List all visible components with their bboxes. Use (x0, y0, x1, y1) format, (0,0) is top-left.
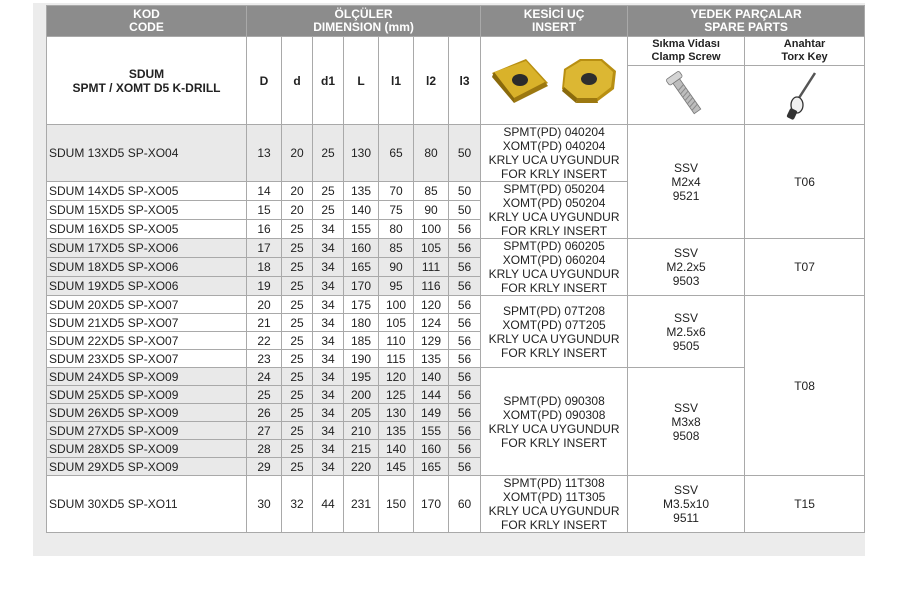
cell-L: 130 (344, 125, 379, 182)
insert-header: KESİCİ UÇ INSERT (481, 6, 628, 37)
cell-d: 25 (282, 258, 313, 277)
table-row: SDUM 28XD5 SP-XO09 (47, 440, 247, 458)
cell-d: 25 (282, 332, 313, 350)
table-row: SDUM 17XD5 SP-XO06 (47, 239, 247, 258)
cell-L: 140 (344, 201, 379, 220)
dim-header-l3: l3 (449, 37, 481, 125)
product-name: SDUM SPMT / XOMT D5 K-DRILL (47, 37, 247, 125)
cell-D: 17 (247, 239, 282, 258)
cell-l1: 95 (379, 277, 414, 296)
cell-L: 165 (344, 258, 379, 277)
cell-l2: 144 (414, 386, 449, 404)
cell-L: 200 (344, 386, 379, 404)
table-row: SDUM 29XD5 SP-XO09 (47, 458, 247, 476)
cell-d1: 34 (313, 386, 344, 404)
cell-l1: 130 (379, 404, 414, 422)
code-header: KOD CODE (47, 6, 247, 37)
cell-l2: 149 (414, 404, 449, 422)
cell-l2: 116 (414, 277, 449, 296)
dim-header-l2: l2 (414, 37, 449, 125)
cell-D: 15 (247, 201, 282, 220)
cell-l3: 50 (449, 201, 481, 220)
cell-d1: 34 (313, 422, 344, 440)
cell-d: 25 (282, 239, 313, 258)
dim-header-l1: l1 (379, 37, 414, 125)
cell-L: 215 (344, 440, 379, 458)
cell-l3: 56 (449, 277, 481, 296)
table-row: SDUM 18XD5 SP-XO06 (47, 258, 247, 277)
table-row: SDUM 22XD5 SP-XO07 (47, 332, 247, 350)
screw-cell: SSV M2x4 9521 (628, 125, 745, 239)
key-cell: T08 (745, 296, 865, 476)
cell-d1: 25 (313, 182, 344, 201)
cell-D: 26 (247, 404, 282, 422)
cell-l2: 140 (414, 368, 449, 386)
cell-d: 25 (282, 296, 313, 314)
cell-L: 220 (344, 458, 379, 476)
cell-l1: 145 (379, 458, 414, 476)
cell-l3: 56 (449, 422, 481, 440)
cell-l2: 170 (414, 476, 449, 533)
cell-l2: 105 (414, 239, 449, 258)
key-cell: T15 (745, 476, 865, 533)
cell-D: 29 (247, 458, 282, 476)
screw-cell: SSV M3x8 9508 (628, 368, 745, 476)
cell-l1: 150 (379, 476, 414, 533)
insert-cell: SPMT(PD) 090308 XOMT(PD) 090308 KRLY UCA UYGUNDUR FOR KRLY INSERT (481, 368, 628, 476)
table-row: SDUM 15XD5 SP-XO05 (47, 201, 247, 220)
cell-d: 32 (282, 476, 313, 533)
cell-l2: 160 (414, 440, 449, 458)
cell-l1: 70 (379, 182, 414, 201)
cell-d: 25 (282, 404, 313, 422)
cell-l2: 100 (414, 220, 449, 239)
cell-l1: 80 (379, 220, 414, 239)
cell-l2: 90 (414, 201, 449, 220)
cell-l2: 85 (414, 182, 449, 201)
cell-d: 20 (282, 201, 313, 220)
cell-l3: 56 (449, 386, 481, 404)
cell-l3: 50 (449, 125, 481, 182)
cell-D: 16 (247, 220, 282, 239)
cell-L: 195 (344, 368, 379, 386)
cell-D: 30 (247, 476, 282, 533)
cell-l3: 56 (449, 440, 481, 458)
table-row: SDUM 13XD5 SP-XO04 (47, 125, 247, 182)
cell-l1: 125 (379, 386, 414, 404)
cell-l1: 90 (379, 258, 414, 277)
cell-d: 25 (282, 386, 313, 404)
cell-d1: 34 (313, 404, 344, 422)
octagonal-insert-icon (562, 59, 616, 103)
screw-image (628, 66, 745, 125)
dim-header-D: D (247, 37, 282, 125)
insert-cell: SPMT(PD) 050204 XOMT(PD) 050204 KRLY UCA UYGUNDUR FOR KRLY INSERT (481, 182, 628, 239)
cell-l1: 110 (379, 332, 414, 350)
screw-cell: SSV M2.2x5 9503 (628, 239, 745, 296)
table-row: SDUM 27XD5 SP-XO09 (47, 422, 247, 440)
cell-d1: 34 (313, 440, 344, 458)
cell-d: 25 (282, 368, 313, 386)
cell-l3: 60 (449, 476, 481, 533)
torx-screw-icon (656, 67, 716, 123)
cell-D: 25 (247, 386, 282, 404)
insert-cell: SPMT(PD) 11T308 XOMT(PD) 11T305 KRLY UCA UYGUNDUR FOR KRLY INSERT (481, 476, 628, 533)
cell-d1: 34 (313, 350, 344, 368)
cell-l2: 135 (414, 350, 449, 368)
table-row: SDUM 25XD5 SP-XO09 (47, 386, 247, 404)
cell-d1: 34 (313, 239, 344, 258)
cell-d1: 34 (313, 458, 344, 476)
cell-L: 175 (344, 296, 379, 314)
cell-d1: 34 (313, 314, 344, 332)
cell-l3: 56 (449, 458, 481, 476)
cell-l1: 75 (379, 201, 414, 220)
insert-cell: SPMT(PD) 040204 XOMT(PD) 040204 KRLY UCA UYGUNDUR FOR KRLY INSERT (481, 125, 628, 182)
table-row: SDUM 26XD5 SP-XO09 (47, 404, 247, 422)
cell-D: 22 (247, 332, 282, 350)
insert-cell: SPMT(PD) 060205 XOMT(PD) 060204 KRLY UCA UYGUNDUR FOR KRLY INSERT (481, 239, 628, 296)
cell-d1: 25 (313, 201, 344, 220)
cell-D: 19 (247, 277, 282, 296)
cell-d1: 34 (313, 296, 344, 314)
cell-l3: 56 (449, 296, 481, 314)
cell-d: 25 (282, 458, 313, 476)
torx-key-icon (775, 67, 835, 123)
cell-D: 27 (247, 422, 282, 440)
cell-L: 155 (344, 220, 379, 239)
cell-d: 20 (282, 182, 313, 201)
cell-l3: 56 (449, 368, 481, 386)
cell-d1: 34 (313, 220, 344, 239)
cell-l1: 100 (379, 296, 414, 314)
cell-L: 231 (344, 476, 379, 533)
cell-D: 21 (247, 314, 282, 332)
cell-l1: 105 (379, 314, 414, 332)
dim-header-L: L (344, 37, 379, 125)
cell-l1: 115 (379, 350, 414, 368)
cell-d: 25 (282, 440, 313, 458)
cell-d: 25 (282, 350, 313, 368)
cell-d1: 34 (313, 277, 344, 296)
cell-L: 160 (344, 239, 379, 258)
table-row: SDUM 20XD5 SP-XO07 (47, 296, 247, 314)
cell-l1: 85 (379, 239, 414, 258)
cell-d: 20 (282, 125, 313, 182)
cell-L: 135 (344, 182, 379, 201)
cell-l2: 120 (414, 296, 449, 314)
table-row: SDUM 16XD5 SP-XO05 (47, 220, 247, 239)
cell-L: 170 (344, 277, 379, 296)
cell-l3: 56 (449, 350, 481, 368)
clamp-screw-header: Sıkma Vidası Clamp Screw (628, 37, 745, 66)
cell-l3: 56 (449, 258, 481, 277)
table-row: SDUM 23XD5 SP-XO07 (47, 350, 247, 368)
cell-D: 28 (247, 440, 282, 458)
screw-cell: SSV M2.5x6 9505 (628, 296, 745, 368)
cell-L: 210 (344, 422, 379, 440)
cell-d1: 44 (313, 476, 344, 533)
cell-l2: 155 (414, 422, 449, 440)
cell-l3: 56 (449, 332, 481, 350)
spare-parts-header: YEDEK PARÇALAR SPARE PARTS (628, 6, 865, 37)
screw-cell: SSV M3.5x10 9511 (628, 476, 745, 533)
table-row: SDUM 30XD5 SP-XO11 (47, 476, 247, 533)
cell-L: 185 (344, 332, 379, 350)
cell-l1: 135 (379, 422, 414, 440)
cell-l3: 56 (449, 239, 481, 258)
cell-d1: 34 (313, 368, 344, 386)
drill-spec-table (46, 5, 865, 533)
cell-D: 18 (247, 258, 282, 277)
table-row: SDUM 24XD5 SP-XO09 (47, 368, 247, 386)
cell-l2: 111 (414, 258, 449, 277)
cell-l1: 120 (379, 368, 414, 386)
table-row: SDUM 19XD5 SP-XO06 (47, 277, 247, 296)
cell-D: 24 (247, 368, 282, 386)
square-insert-icon (492, 59, 548, 103)
cell-l3: 56 (449, 220, 481, 239)
cell-L: 180 (344, 314, 379, 332)
insert-cell: SPMT(PD) 07T208 XOMT(PD) 07T205 KRLY UCA UYGUNDUR FOR KRLY INSERT (481, 296, 628, 368)
cell-d: 25 (282, 277, 313, 296)
torx-key-header: Anahtar Torx Key (745, 37, 865, 66)
insert-image (481, 37, 628, 125)
table-row: SDUM 21XD5 SP-XO07 (47, 314, 247, 332)
cell-l2: 80 (414, 125, 449, 182)
cell-l3: 56 (449, 314, 481, 332)
dimension-header: ÖLÇÜLER DIMENSION (mm) (247, 6, 481, 37)
cell-d1: 34 (313, 258, 344, 277)
key-image (745, 66, 865, 125)
dim-header-d1: d1 (313, 37, 344, 125)
cell-d: 25 (282, 422, 313, 440)
cell-l2: 165 (414, 458, 449, 476)
cell-L: 205 (344, 404, 379, 422)
dim-header-d: d (282, 37, 313, 125)
cell-d1: 34 (313, 332, 344, 350)
table-row: SDUM 14XD5 SP-XO05 (47, 182, 247, 201)
cell-d1: 25 (313, 125, 344, 182)
cell-l1: 140 (379, 440, 414, 458)
cell-L: 190 (344, 350, 379, 368)
cell-l1: 65 (379, 125, 414, 182)
cell-d: 25 (282, 314, 313, 332)
cell-D: 14 (247, 182, 282, 201)
cell-d: 25 (282, 220, 313, 239)
cell-l3: 50 (449, 182, 481, 201)
key-cell: T07 (745, 239, 865, 296)
cell-D: 13 (247, 125, 282, 182)
key-cell: T06 (745, 125, 865, 239)
cell-D: 20 (247, 296, 282, 314)
cell-l2: 129 (414, 332, 449, 350)
cell-l3: 56 (449, 404, 481, 422)
cell-l2: 124 (414, 314, 449, 332)
cell-D: 23 (247, 350, 282, 368)
table-panel (33, 3, 865, 556)
